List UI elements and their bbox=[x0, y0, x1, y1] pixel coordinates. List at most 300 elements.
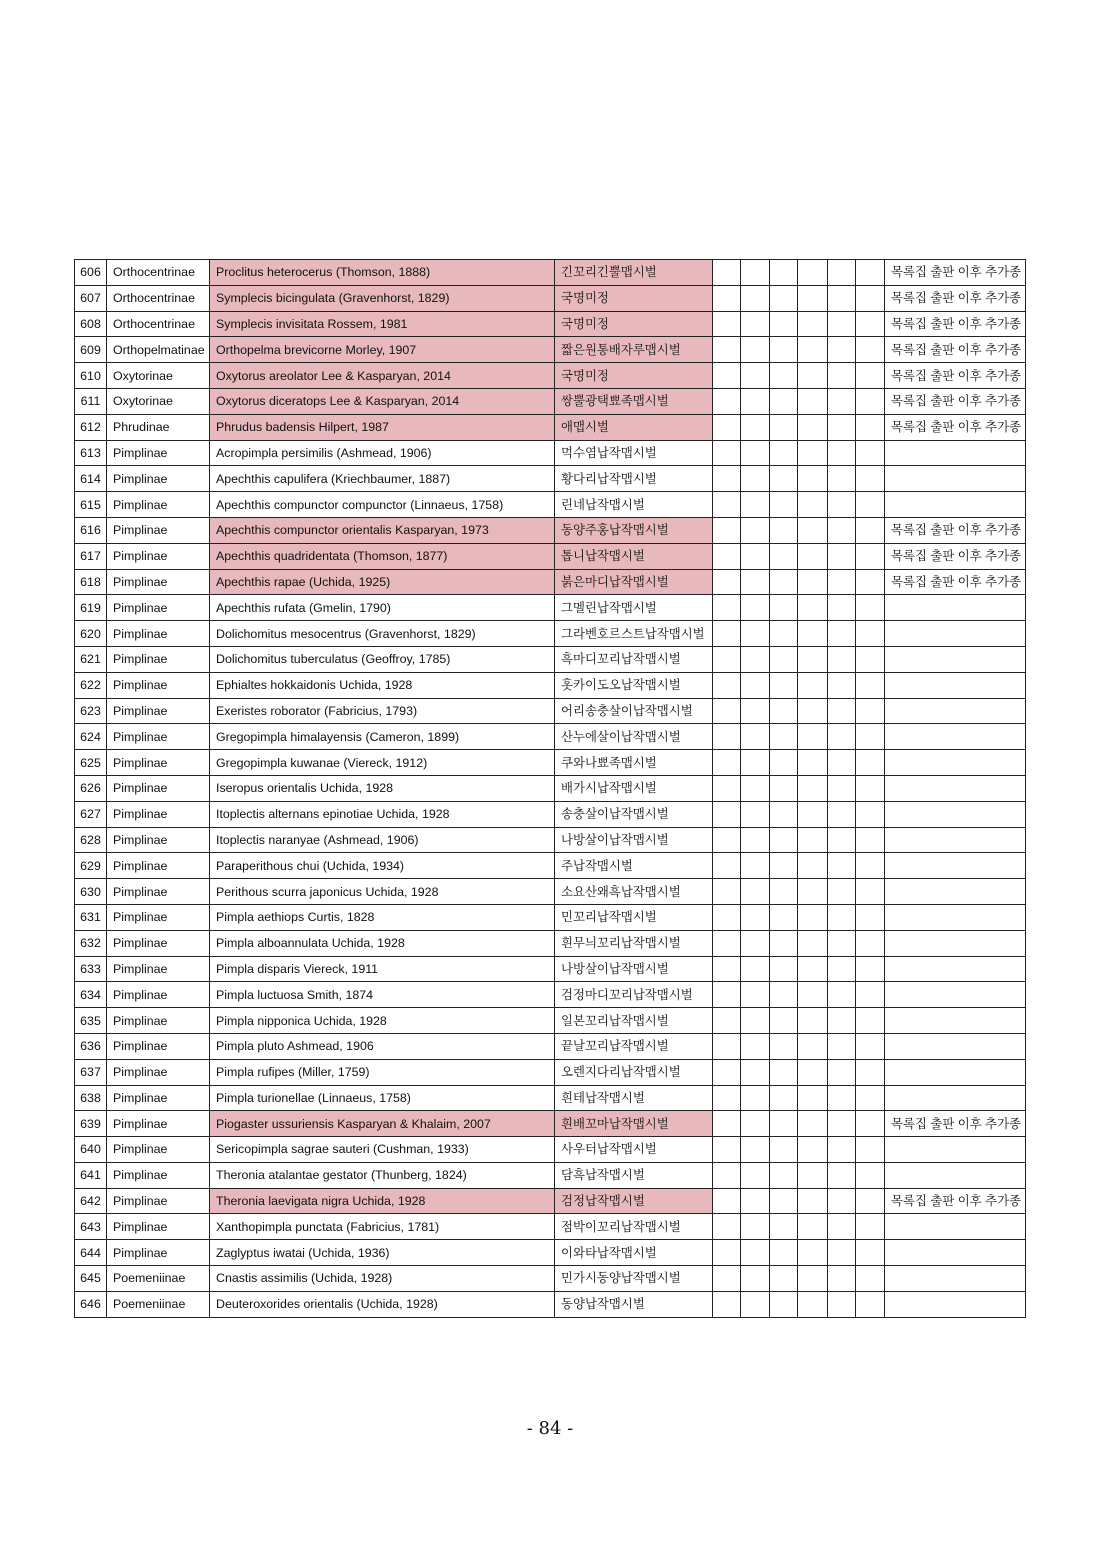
subfamily-cell: Orthocentrinae bbox=[107, 260, 210, 286]
row-number: 636 bbox=[75, 1033, 107, 1059]
species-name-cell: Proclitus heterocerus (Thomson, 1888) bbox=[210, 260, 555, 286]
note-cell bbox=[885, 1162, 1026, 1188]
blank-check-cell bbox=[798, 930, 828, 956]
blank-check-cell bbox=[798, 466, 828, 492]
row-number: 631 bbox=[75, 904, 107, 930]
blank-check-cell bbox=[828, 1085, 856, 1111]
blank-check-cell bbox=[856, 672, 885, 698]
blank-check-cell bbox=[741, 1008, 770, 1034]
species-name-cell: Apechthis capulifera (Kriechbaumer, 1887) bbox=[210, 466, 555, 492]
blank-check-cell bbox=[856, 1266, 885, 1292]
note-cell bbox=[885, 1008, 1026, 1034]
subfamily-cell: Poemeniinae bbox=[107, 1291, 210, 1317]
blank-check-cell bbox=[713, 698, 741, 724]
subfamily-cell: Pimplinae bbox=[107, 801, 210, 827]
note-cell: 목록집 출판 이후 추가종 bbox=[885, 414, 1026, 440]
species-name-cell: Zaglyptus iwatai (Uchida, 1936) bbox=[210, 1240, 555, 1266]
species-name-cell: Pimpla rufipes (Miller, 1759) bbox=[210, 1059, 555, 1085]
blank-check-cell bbox=[798, 853, 828, 879]
blank-check-cell bbox=[741, 1188, 770, 1214]
table-row bbox=[75, 492, 1026, 518]
table-row bbox=[75, 879, 1026, 905]
blank-check-cell bbox=[770, 646, 798, 672]
blank-check-cell bbox=[798, 1137, 828, 1163]
blank-check-cell bbox=[713, 1291, 741, 1317]
note-cell bbox=[885, 904, 1026, 930]
blank-check-cell bbox=[798, 1188, 828, 1214]
species-name-cell: Exeristes roborator (Fabricius, 1793) bbox=[210, 698, 555, 724]
blank-check-cell bbox=[713, 1059, 741, 1085]
table-row bbox=[75, 1111, 1026, 1137]
blank-check-cell bbox=[741, 698, 770, 724]
row-number: 607 bbox=[75, 285, 107, 311]
blank-check-cell bbox=[713, 982, 741, 1008]
blank-check-cell bbox=[856, 750, 885, 776]
blank-check-cell bbox=[770, 904, 798, 930]
blank-check-cell bbox=[713, 1214, 741, 1240]
table-row bbox=[75, 285, 1026, 311]
species-name-cell: Dolichomitus mesocentrus (Gravenhorst, 1829) bbox=[210, 621, 555, 647]
blank-check-cell bbox=[741, 414, 770, 440]
blank-check-cell bbox=[798, 904, 828, 930]
korean-name-cell: 배가시납작맵시벌 bbox=[555, 775, 713, 801]
blank-check-cell bbox=[713, 621, 741, 647]
blank-check-cell bbox=[798, 1291, 828, 1317]
blank-check-cell bbox=[856, 1188, 885, 1214]
table-row bbox=[75, 724, 1026, 750]
subfamily-cell: Pimplinae bbox=[107, 827, 210, 853]
note-cell bbox=[885, 879, 1026, 905]
blank-check-cell bbox=[798, 698, 828, 724]
note-cell bbox=[885, 1214, 1026, 1240]
row-number: 616 bbox=[75, 517, 107, 543]
row-number: 610 bbox=[75, 363, 107, 389]
blank-check-cell bbox=[741, 982, 770, 1008]
blank-check-cell bbox=[798, 388, 828, 414]
blank-check-cell bbox=[828, 466, 856, 492]
blank-check-cell bbox=[798, 311, 828, 337]
blank-check-cell bbox=[713, 904, 741, 930]
note-cell bbox=[885, 930, 1026, 956]
blank-check-cell bbox=[828, 1291, 856, 1317]
blank-check-cell bbox=[856, 1033, 885, 1059]
blank-check-cell bbox=[741, 956, 770, 982]
table-row bbox=[75, 853, 1026, 879]
blank-check-cell bbox=[770, 853, 798, 879]
blank-check-cell bbox=[828, 1240, 856, 1266]
blank-check-cell bbox=[798, 337, 828, 363]
blank-check-cell bbox=[856, 621, 885, 647]
blank-check-cell bbox=[828, 337, 856, 363]
korean-name-cell: 민꼬리납작맵시벌 bbox=[555, 904, 713, 930]
blank-check-cell bbox=[856, 337, 885, 363]
blank-check-cell bbox=[828, 260, 856, 286]
note-cell bbox=[885, 1291, 1026, 1317]
species-name-cell: Oxytorus areolator Lee & Kasparyan, 2014 bbox=[210, 363, 555, 389]
subfamily-cell: Oxytorinae bbox=[107, 388, 210, 414]
korean-name-cell: 톱니납작맵시벌 bbox=[555, 543, 713, 569]
blank-check-cell bbox=[741, 517, 770, 543]
row-number: 625 bbox=[75, 750, 107, 776]
table-row bbox=[75, 414, 1026, 440]
blank-check-cell bbox=[856, 1214, 885, 1240]
row-number: 635 bbox=[75, 1008, 107, 1034]
species-name-cell: Apechthis quadridentata (Thomson, 1877) bbox=[210, 543, 555, 569]
blank-check-cell bbox=[856, 595, 885, 621]
note-cell: 목록집 출판 이후 추가종 bbox=[885, 260, 1026, 286]
blank-check-cell bbox=[828, 1162, 856, 1188]
note-cell: 목록집 출판 이후 추가종 bbox=[885, 1188, 1026, 1214]
table-row bbox=[75, 1033, 1026, 1059]
korean-name-cell: 먹수염납작맵시벌 bbox=[555, 440, 713, 466]
blank-check-cell bbox=[741, 337, 770, 363]
note-cell bbox=[885, 466, 1026, 492]
blank-check-cell bbox=[856, 414, 885, 440]
row-number: 641 bbox=[75, 1162, 107, 1188]
species-name-cell: Xanthopimpla punctata (Fabricius, 1781) bbox=[210, 1214, 555, 1240]
blank-check-cell bbox=[828, 1214, 856, 1240]
blank-check-cell bbox=[713, 1033, 741, 1059]
blank-check-cell bbox=[798, 827, 828, 853]
blank-check-cell bbox=[713, 569, 741, 595]
korean-name-cell: 송충살이납작맵시벌 bbox=[555, 801, 713, 827]
blank-check-cell bbox=[713, 543, 741, 569]
subfamily-cell: Pimplinae bbox=[107, 621, 210, 647]
blank-check-cell bbox=[741, 930, 770, 956]
table-row bbox=[75, 698, 1026, 724]
blank-check-cell bbox=[856, 775, 885, 801]
species-list-sheet bbox=[74, 259, 1025, 1318]
korean-name-cell: 소요산왜흑납작맵시벌 bbox=[555, 879, 713, 905]
korean-name-cell: 검정납작맵시벌 bbox=[555, 1188, 713, 1214]
korean-name-cell: 동양주홍납작맵시벌 bbox=[555, 517, 713, 543]
blank-check-cell bbox=[828, 879, 856, 905]
blank-check-cell bbox=[770, 595, 798, 621]
note-cell bbox=[885, 801, 1026, 827]
subfamily-cell: Poemeniinae bbox=[107, 1266, 210, 1292]
blank-check-cell bbox=[713, 337, 741, 363]
table-row bbox=[75, 1291, 1026, 1317]
row-number: 637 bbox=[75, 1059, 107, 1085]
blank-check-cell bbox=[798, 1214, 828, 1240]
blank-check-cell bbox=[770, 750, 798, 776]
blank-check-cell bbox=[770, 724, 798, 750]
species-name-cell: Pimpla luctuosa Smith, 1874 bbox=[210, 982, 555, 1008]
korean-name-cell: 짧은원통배자루맵시벌 bbox=[555, 337, 713, 363]
korean-name-cell: 쌍뿔광택뾰족맵시벌 bbox=[555, 388, 713, 414]
blank-check-cell bbox=[770, 1059, 798, 1085]
blank-check-cell bbox=[828, 775, 856, 801]
subfamily-cell: Pimplinae bbox=[107, 1162, 210, 1188]
blank-check-cell bbox=[770, 414, 798, 440]
blank-check-cell bbox=[713, 853, 741, 879]
species-name-cell: Orthopelma brevicorne Morley, 1907 bbox=[210, 337, 555, 363]
blank-check-cell bbox=[856, 311, 885, 337]
row-number: 623 bbox=[75, 698, 107, 724]
subfamily-cell: Orthopelmatinae bbox=[107, 337, 210, 363]
subfamily-cell: Pimplinae bbox=[107, 930, 210, 956]
species-name-cell: Pimpla disparis Viereck, 1911 bbox=[210, 956, 555, 982]
blank-check-cell bbox=[741, 1214, 770, 1240]
table-row bbox=[75, 801, 1026, 827]
blank-check-cell bbox=[856, 1111, 885, 1137]
korean-name-cell: 오렌지다리납작맵시벌 bbox=[555, 1059, 713, 1085]
species-name-cell: Pimpla alboannulata Uchida, 1928 bbox=[210, 930, 555, 956]
blank-check-cell bbox=[798, 775, 828, 801]
species-name-cell: Perithous scurra japonicus Uchida, 1928 bbox=[210, 879, 555, 905]
korean-name-cell: 쿠와나뾰족맵시벌 bbox=[555, 750, 713, 776]
species-name-cell: Paraperithous chui (Uchida, 1934) bbox=[210, 853, 555, 879]
blank-check-cell bbox=[770, 543, 798, 569]
table-row bbox=[75, 672, 1026, 698]
blank-check-cell bbox=[713, 517, 741, 543]
blank-check-cell bbox=[856, 724, 885, 750]
korean-name-cell: 나방살이납작맵시벌 bbox=[555, 827, 713, 853]
blank-check-cell bbox=[798, 595, 828, 621]
row-number: 643 bbox=[75, 1214, 107, 1240]
blank-check-cell bbox=[770, 1214, 798, 1240]
korean-name-cell: 황다리납작맵시벌 bbox=[555, 466, 713, 492]
blank-check-cell bbox=[713, 1162, 741, 1188]
korean-name-cell: 동양납작맵시벌 bbox=[555, 1291, 713, 1317]
species-name-cell: Cnastis assimilis (Uchida, 1928) bbox=[210, 1266, 555, 1292]
blank-check-cell bbox=[828, 1137, 856, 1163]
species-name-cell: Piogaster ussuriensis Kasparyan & Khalaim, 2007 bbox=[210, 1111, 555, 1137]
blank-check-cell bbox=[741, 1137, 770, 1163]
species-name-cell: Gregopimpla himalayensis (Cameron, 1899) bbox=[210, 724, 555, 750]
blank-check-cell bbox=[741, 285, 770, 311]
note-cell bbox=[885, 1240, 1026, 1266]
note-cell bbox=[885, 750, 1026, 776]
blank-check-cell bbox=[856, 930, 885, 956]
note-cell bbox=[885, 440, 1026, 466]
blank-check-cell bbox=[770, 388, 798, 414]
subfamily-cell: Pimplinae bbox=[107, 1111, 210, 1137]
table-row bbox=[75, 646, 1026, 672]
species-name-cell: Phrudus badensis Hilpert, 1987 bbox=[210, 414, 555, 440]
blank-check-cell bbox=[856, 1240, 885, 1266]
blank-check-cell bbox=[741, 543, 770, 569]
subfamily-cell: Oxytorinae bbox=[107, 363, 210, 389]
row-number: 606 bbox=[75, 260, 107, 286]
blank-check-cell bbox=[798, 672, 828, 698]
korean-name-cell: 사우터납작맵시벌 bbox=[555, 1137, 713, 1163]
table-row bbox=[75, 1059, 1026, 1085]
row-number: 608 bbox=[75, 311, 107, 337]
blank-check-cell bbox=[713, 775, 741, 801]
blank-check-cell bbox=[713, 1111, 741, 1137]
note-cell bbox=[885, 724, 1026, 750]
subfamily-cell: Pimplinae bbox=[107, 904, 210, 930]
blank-check-cell bbox=[741, 595, 770, 621]
korean-name-cell: 흰테납작맵시벌 bbox=[555, 1085, 713, 1111]
table-row bbox=[75, 517, 1026, 543]
note-cell bbox=[885, 672, 1026, 698]
blank-check-cell bbox=[828, 388, 856, 414]
blank-check-cell bbox=[770, 492, 798, 518]
blank-check-cell bbox=[828, 1111, 856, 1137]
blank-check-cell bbox=[828, 440, 856, 466]
blank-check-cell bbox=[828, 956, 856, 982]
row-number: 614 bbox=[75, 466, 107, 492]
species-name-cell: Deuteroxorides orientalis (Uchida, 1928) bbox=[210, 1291, 555, 1317]
blank-check-cell bbox=[856, 260, 885, 286]
subfamily-cell: Pimplinae bbox=[107, 646, 210, 672]
table-row bbox=[75, 440, 1026, 466]
row-number: 639 bbox=[75, 1111, 107, 1137]
subfamily-cell: Pimplinae bbox=[107, 1008, 210, 1034]
table-row bbox=[75, 466, 1026, 492]
blank-check-cell bbox=[770, 982, 798, 1008]
blank-check-cell bbox=[798, 1266, 828, 1292]
korean-name-cell: 주납작맵시벌 bbox=[555, 853, 713, 879]
blank-check-cell bbox=[828, 982, 856, 1008]
korean-name-cell: 국명미정 bbox=[555, 311, 713, 337]
blank-check-cell bbox=[798, 801, 828, 827]
blank-check-cell bbox=[856, 363, 885, 389]
blank-check-cell bbox=[828, 363, 856, 389]
subfamily-cell: Pimplinae bbox=[107, 466, 210, 492]
table-row bbox=[75, 1214, 1026, 1240]
row-number: 609 bbox=[75, 337, 107, 363]
table-row bbox=[75, 1266, 1026, 1292]
korean-name-cell: 흑마디꼬리납작맵시벌 bbox=[555, 646, 713, 672]
blank-check-cell bbox=[856, 982, 885, 1008]
blank-check-cell bbox=[798, 1162, 828, 1188]
blank-check-cell bbox=[798, 621, 828, 647]
note-cell bbox=[885, 827, 1026, 853]
note-cell bbox=[885, 621, 1026, 647]
blank-check-cell bbox=[770, 363, 798, 389]
row-number: 644 bbox=[75, 1240, 107, 1266]
blank-check-cell bbox=[828, 853, 856, 879]
korean-name-cell: 민가시동양납작맵시벌 bbox=[555, 1266, 713, 1292]
blank-check-cell bbox=[770, 1266, 798, 1292]
row-number: 626 bbox=[75, 775, 107, 801]
blank-check-cell bbox=[741, 492, 770, 518]
blank-check-cell bbox=[713, 1240, 741, 1266]
table-row bbox=[75, 569, 1026, 595]
korean-name-cell: 점박이꼬리납작맵시벌 bbox=[555, 1214, 713, 1240]
blank-check-cell bbox=[798, 1059, 828, 1085]
subfamily-cell: Pimplinae bbox=[107, 1214, 210, 1240]
species-name-cell: Itoplectis naranyae (Ashmead, 1906) bbox=[210, 827, 555, 853]
subfamily-cell: Pimplinae bbox=[107, 1240, 210, 1266]
row-number: 622 bbox=[75, 672, 107, 698]
note-cell: 목록집 출판 이후 추가종 bbox=[885, 285, 1026, 311]
subfamily-cell: Pimplinae bbox=[107, 982, 210, 1008]
korean-name-cell: 그라벤호르스트납작맵시벌 bbox=[555, 621, 713, 647]
note-cell bbox=[885, 982, 1026, 1008]
blank-check-cell bbox=[856, 1137, 885, 1163]
blank-check-cell bbox=[741, 621, 770, 647]
blank-check-cell bbox=[741, 363, 770, 389]
korean-name-cell: 긴꼬리긴뿔맵시벌 bbox=[555, 260, 713, 286]
korean-name-cell: 어리송충살이납작맵시벌 bbox=[555, 698, 713, 724]
row-number: 620 bbox=[75, 621, 107, 647]
species-name-cell: Gregopimpla kuwanae (Viereck, 1912) bbox=[210, 750, 555, 776]
subfamily-cell: Pimplinae bbox=[107, 1188, 210, 1214]
blank-check-cell bbox=[798, 543, 828, 569]
table-row bbox=[75, 337, 1026, 363]
korean-name-cell: 나방살이납작맵시벌 bbox=[555, 956, 713, 982]
blank-check-cell bbox=[713, 956, 741, 982]
blank-check-cell bbox=[828, 672, 856, 698]
row-number: 645 bbox=[75, 1266, 107, 1292]
note-cell bbox=[885, 646, 1026, 672]
blank-check-cell bbox=[856, 1085, 885, 1111]
blank-check-cell bbox=[713, 1188, 741, 1214]
blank-check-cell bbox=[770, 930, 798, 956]
blank-check-cell bbox=[856, 492, 885, 518]
species-name-cell: Symplecis bicingulata (Gravenhorst, 1829) bbox=[210, 285, 555, 311]
blank-check-cell bbox=[856, 904, 885, 930]
table-row bbox=[75, 621, 1026, 647]
blank-check-cell bbox=[713, 595, 741, 621]
blank-check-cell bbox=[713, 827, 741, 853]
table-row bbox=[75, 904, 1026, 930]
row-number: 633 bbox=[75, 956, 107, 982]
blank-check-cell bbox=[856, 1059, 885, 1085]
blank-check-cell bbox=[741, 1033, 770, 1059]
subfamily-cell: Pimplinae bbox=[107, 543, 210, 569]
row-number: 613 bbox=[75, 440, 107, 466]
blank-check-cell bbox=[828, 1033, 856, 1059]
blank-check-cell bbox=[770, 1240, 798, 1266]
blank-check-cell bbox=[828, 930, 856, 956]
blank-check-cell bbox=[741, 1291, 770, 1317]
row-number: 617 bbox=[75, 543, 107, 569]
note-cell bbox=[885, 853, 1026, 879]
subfamily-cell: Pimplinae bbox=[107, 672, 210, 698]
note-cell bbox=[885, 1059, 1026, 1085]
korean-name-cell: 흰배꼬마납작맵시벌 bbox=[555, 1111, 713, 1137]
blank-check-cell bbox=[741, 775, 770, 801]
row-number: 611 bbox=[75, 388, 107, 414]
row-number: 629 bbox=[75, 853, 107, 879]
table-row bbox=[75, 982, 1026, 1008]
blank-check-cell bbox=[828, 724, 856, 750]
blank-check-cell bbox=[798, 517, 828, 543]
blank-check-cell bbox=[828, 698, 856, 724]
blank-check-cell bbox=[798, 646, 828, 672]
table-row bbox=[75, 363, 1026, 389]
korean-name-cell: 린네납작맵시벌 bbox=[555, 492, 713, 518]
blank-check-cell bbox=[713, 440, 741, 466]
row-number: 638 bbox=[75, 1085, 107, 1111]
blank-check-cell bbox=[798, 569, 828, 595]
note-cell bbox=[885, 1085, 1026, 1111]
blank-check-cell bbox=[828, 1266, 856, 1292]
blank-check-cell bbox=[798, 363, 828, 389]
blank-check-cell bbox=[741, 672, 770, 698]
note-cell: 목록집 출판 이후 추가종 bbox=[885, 337, 1026, 363]
subfamily-cell: Pimplinae bbox=[107, 1033, 210, 1059]
blank-check-cell bbox=[713, 285, 741, 311]
blank-check-cell bbox=[713, 1137, 741, 1163]
blank-check-cell bbox=[798, 1111, 828, 1137]
blank-check-cell bbox=[828, 311, 856, 337]
note-cell bbox=[885, 1137, 1026, 1163]
blank-check-cell bbox=[856, 956, 885, 982]
species-name-cell: Apechthis compunctor orientalis Kasparyan, 1973 bbox=[210, 517, 555, 543]
blank-check-cell bbox=[798, 982, 828, 1008]
blank-check-cell bbox=[770, 440, 798, 466]
blank-check-cell bbox=[741, 853, 770, 879]
blank-check-cell bbox=[713, 260, 741, 286]
blank-check-cell bbox=[770, 466, 798, 492]
subfamily-cell: Pimplinae bbox=[107, 724, 210, 750]
